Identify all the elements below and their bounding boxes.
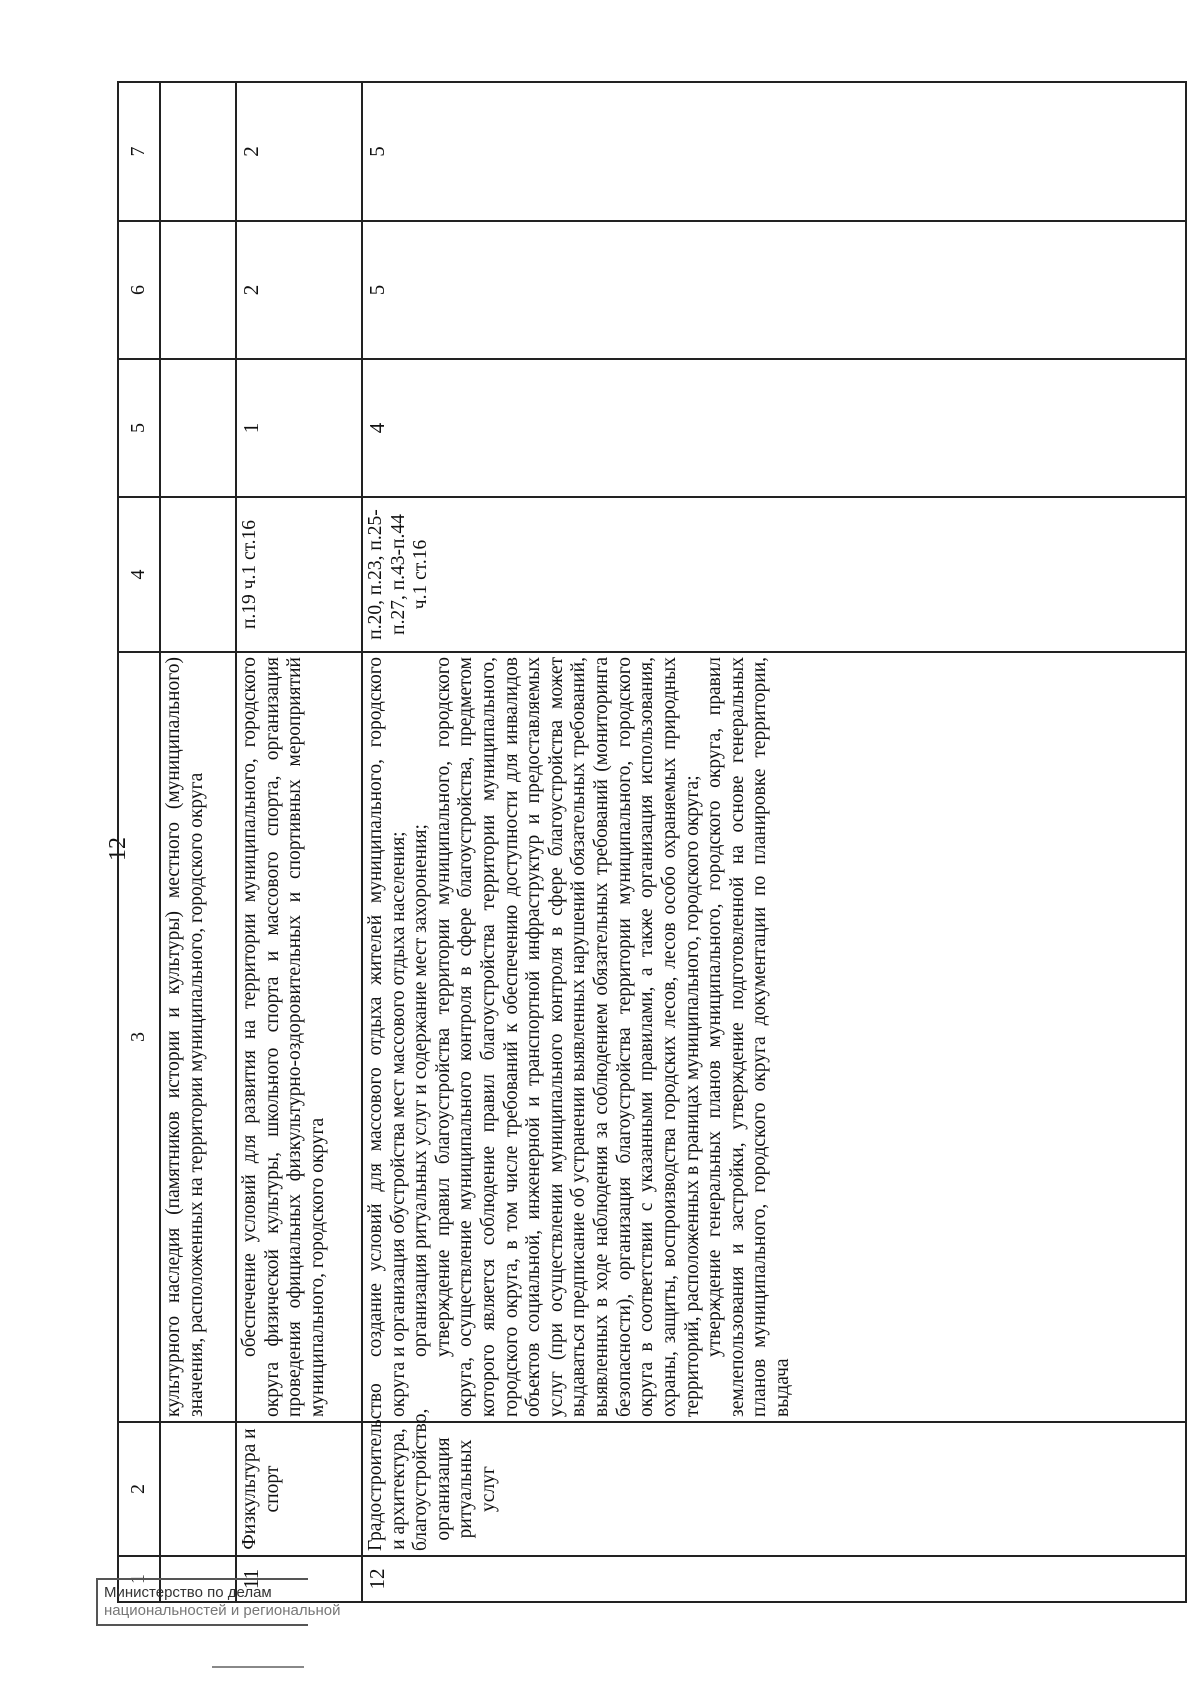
row-number: 11 (236, 1556, 362, 1602)
powers-paragraph: культурного наследия (памятников истории и культуры) местного (муниципального) значения, расположенных на территории муниципального, городского округа (163, 657, 207, 1417)
law-reference: п.20, п.23, п.25-п.27, п.43-п.44 ч.1 ст.16 (362, 497, 1186, 652)
stamp-line-2: национальностей и региональной (104, 1602, 341, 1619)
section-name: Градостроительство и архитектура, благоустройство, организация ритуальных услуг (362, 1422, 1186, 1556)
stamp-line-1: Министерство по делам (104, 1584, 272, 1601)
powers-text (160, 652, 236, 1422)
value-col5 (160, 359, 236, 497)
law-reference: п.19 ч.1 ст.16 (236, 497, 362, 652)
section-name: Физкультура и спорт (236, 1422, 362, 1556)
stamp-underline (212, 1666, 304, 1668)
row-number: 12 (362, 1556, 1186, 1602)
value-col6: 5 (362, 221, 1186, 359)
table-row (362, 82, 1186, 1602)
powers-paragraph: обеспечение условий для развития на территории муниципального, городского округа физической культуры, школьного спорта и массового спорта, организация проведения официальных физкультурно-оздоровительных и спортивных мероприятий муниципального, городского округа (239, 657, 328, 1417)
header-cell: 1 (118, 1556, 160, 1602)
header-cell: 4 (118, 497, 160, 652)
value-col6: 2 (236, 221, 362, 359)
header-cell: 7 (118, 82, 160, 221)
powers-paragraph: утверждение генеральных планов муниципального, городского округа, правил землепользования и застройки, утверждение подготовленной на основе генеральных планов муниципального, городского округа документации по планировке территории, выдача (704, 657, 793, 1417)
table-header-row (118, 82, 160, 1602)
value-col7 (160, 82, 236, 221)
table-row (160, 82, 236, 1602)
law-reference (160, 497, 236, 652)
value-col7: 5 (362, 82, 1186, 221)
powers-text (236, 652, 362, 1422)
header-cell: 5 (118, 359, 160, 497)
municipal-powers-table (117, 81, 1187, 1603)
header-cell: 2 (118, 1422, 160, 1556)
ministry-stamp (96, 1578, 341, 1626)
section-name (160, 1422, 236, 1556)
value-col7: 2 (236, 82, 362, 221)
header-cell: 6 (118, 221, 160, 359)
header-cell: 3 (118, 652, 160, 1422)
page-number: 12 (105, 837, 131, 861)
powers-paragraph: организация ритуальных услуг и содержание мест захоронения; (410, 824, 432, 1357)
table-row (236, 82, 362, 1602)
powers-paragraph: утверждение правил благоустройства территории муниципального, городского округа, осуществление муниципального контроля в сфере благоустройства, предметом которого является соблюдение правил благоустройства территории муниципального, городского округа, в том числе требований к обеспечению доступности для инвалидов объектов социальной, инженерной и транспортной инфраструктур и предоставляемых услуг (при осуществлении муниципального контроля в сфере благоустройства может выдаваться предписание об устранении выявленных нарушений обязательных требований, выявленных в ходе наблюдения за соблюдением обязательных требований (мониторинга безопасности), организация благоустройства территории муниципального, городского округа в соответствии с указанными правилами, а также организация использования, охраны, защиты, воспроизводства городских лесов, лесов особо охраняемых природных территорий, расположенных в границах муниципального, городского округа; (432, 657, 703, 1417)
value-col5: 1 (236, 359, 362, 497)
value-col5: 4 (362, 359, 1186, 497)
powers-text (362, 652, 1186, 1422)
value-col6 (160, 221, 236, 359)
powers-paragraph: создание условий для массового отдыха жителей муниципального, городского округа и организация обустройства мест массового отдыха населения; (365, 657, 409, 1417)
rotated-table-container (117, 83, 1187, 1603)
